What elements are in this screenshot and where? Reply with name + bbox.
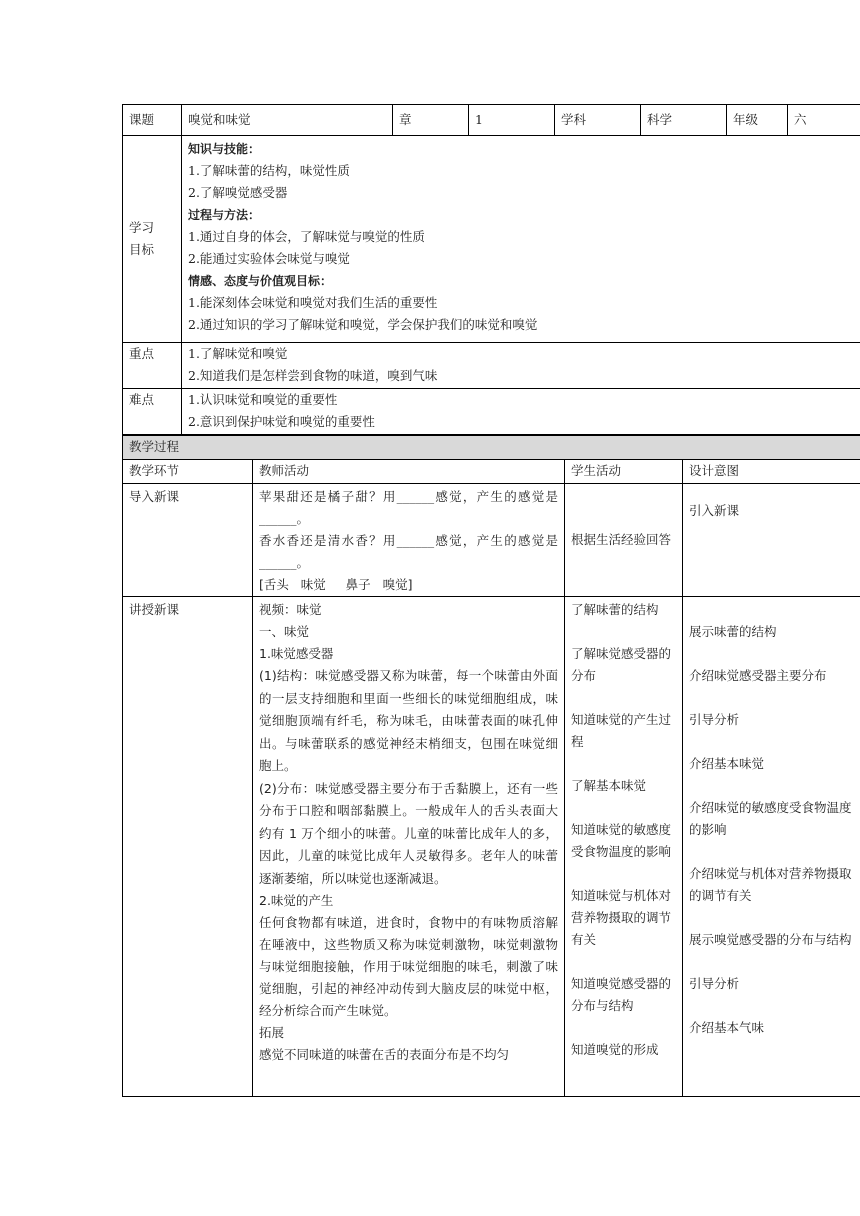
col-student-header: 学生活动 bbox=[565, 460, 683, 484]
teach-taste-generation: 2.味觉的产生 bbox=[259, 893, 334, 908]
teach-student-activity bbox=[565, 597, 683, 1097]
teach-structure: (1)结构：味觉感受器又称为味蕾，每一个味蕾由外面的一层支持细胞和里面一些细长的味觉细胞组成，味觉细胞顶端有纤毛，称为味毛，由味蕾表面的味孔伸出。与味蕾联系的感觉神经末梢细支，包围在味觉细胞上。 bbox=[259, 668, 558, 773]
chapter-value: 1 bbox=[469, 105, 555, 136]
objective-process-2: 2.能通过实验体会味觉与嗅觉 bbox=[188, 251, 350, 266]
intent-item-6: 介绍味觉与机体对营养物摄取的调节有关 bbox=[689, 866, 852, 903]
student-item-6: 知道味觉与机体对营养物摄取的调节有关 bbox=[571, 888, 672, 947]
teach-section-taste: 一、味觉 bbox=[259, 624, 310, 639]
student-item-1: 了解味蕾的结构 bbox=[571, 602, 659, 617]
intent-item-9: 介绍基本气味 bbox=[689, 1020, 765, 1035]
objectives-label-text: 学习目标 bbox=[129, 220, 155, 257]
col-stage-header: 教学环节 bbox=[123, 460, 253, 484]
intro-stage: 导入新课 bbox=[123, 484, 253, 597]
objectives-heading-process: 过程与方法： bbox=[188, 208, 261, 222]
teach-extension-text: 感觉不同味道的味蕾在舌的表面分布是不均匀 bbox=[259, 1047, 510, 1062]
objective-knowledge-2: 2.了解嗅觉感受器 bbox=[188, 185, 288, 200]
intro-teacher-activity bbox=[253, 484, 565, 597]
intro-question-2: 香水香还是清水香？用______感觉，产生的感觉是______。 bbox=[259, 533, 558, 570]
process-title: 教学过程 bbox=[123, 436, 860, 460]
difficult-point-2: 2.意识到保护味觉和嗅觉的重要性 bbox=[188, 414, 375, 429]
difficult-point-1: 1.认识味觉和嗅觉的重要性 bbox=[188, 392, 338, 407]
student-item-8: 知道嗅觉的形成 bbox=[571, 1042, 659, 1057]
teach-distribution: (2)分布：味觉感受器主要分布于舌黏膜上，还有一些分布于口腔和咽部黏膜上。一般成年人的舌头表面大约有 1 万个细小的味蕾。儿童的味蕾比成年人的多，因此，儿童的味觉比成年人灵敏得多。老年人的味蕾逐渐萎缩，所以味觉也逐渐减退。 bbox=[259, 780, 558, 886]
subject-value: 科学 bbox=[641, 105, 727, 136]
intro-student-activity bbox=[565, 484, 683, 597]
teach-taste-generation-text: 任何食物都有味道，进食时，食物中的有味物质溶解在唾液中，这些物质又称为味觉刺激物，味觉刺激物与味觉细胞接触，作用于味觉细胞的味毛，刺激了味觉细胞，引起的神经冲动传到大脑皮层的味觉中枢，经分析综合而产生味觉。 bbox=[259, 915, 558, 1018]
teach-taste-receptor: 1.味觉感受器 bbox=[259, 646, 334, 661]
intent-item-5: 介绍味觉的敏感度受食物温度的影响 bbox=[689, 800, 852, 837]
grade-label: 年级 bbox=[727, 105, 788, 136]
teach-extension: 拓展 bbox=[259, 1025, 285, 1040]
subject-label: 学科 bbox=[555, 105, 641, 136]
topic-value: 嗅觉和味觉 bbox=[182, 105, 393, 136]
lesson-info-table bbox=[122, 104, 860, 435]
intro-student-text: 根据生活经验回答 bbox=[571, 532, 672, 547]
student-item-2: 了解味觉感受器的分布 bbox=[571, 646, 672, 683]
difficult-points-content bbox=[182, 389, 860, 435]
student-item-4: 了解基本味觉 bbox=[571, 778, 647, 793]
key-points-content bbox=[182, 343, 860, 389]
student-item-5: 知道味觉的敏感度受食物温度的影响 bbox=[571, 822, 672, 859]
intent-item-1: 展示味蕾的结构 bbox=[689, 624, 777, 639]
teach-stage: 讲授新课 bbox=[123, 597, 253, 1097]
intent-item-3: 引导分析 bbox=[689, 712, 740, 727]
objectives-label bbox=[123, 136, 182, 343]
objectives-heading-knowledge: 知识与技能： bbox=[188, 142, 261, 156]
objective-emotion-1: 1.能深刻体会味觉和嗅觉对我们生活的重要性 bbox=[188, 295, 438, 310]
objective-emotion-2: 2.通过知识的学习了解味觉和嗅觉，学会保护我们的味觉和嗅觉 bbox=[188, 317, 538, 332]
intent-item-7: 展示嗅觉感受器的分布与结构 bbox=[689, 932, 852, 947]
col-teacher-header: 教师活动 bbox=[253, 460, 565, 484]
teach-video: 视频：味觉 bbox=[259, 602, 322, 617]
topic-label: 课题 bbox=[123, 105, 182, 136]
teach-intent bbox=[683, 597, 860, 1097]
intent-item-2: 介绍味觉感受器主要分布 bbox=[689, 668, 827, 683]
difficult-points-label: 难点 bbox=[123, 389, 182, 435]
chapter-label: 章 bbox=[393, 105, 469, 136]
student-item-7: 知道嗅觉感受器的分布与结构 bbox=[571, 976, 672, 1013]
col-intent-header: 设计意图 bbox=[683, 460, 860, 484]
intent-item-8: 引导分析 bbox=[689, 976, 740, 991]
intro-answers: [舌头 味觉 鼻子 嗅觉] bbox=[259, 577, 413, 592]
grade-value: 六 bbox=[788, 105, 860, 136]
objectives-heading-emotion: 情感、态度与价值观目标： bbox=[188, 274, 333, 288]
objectives-content bbox=[182, 136, 860, 343]
objective-process-1: 1.通过自身的体会，了解味觉与嗅觉的性质 bbox=[188, 229, 425, 244]
intent-item-4: 介绍基本味觉 bbox=[689, 756, 765, 771]
student-item-3: 知道味觉的产生过程 bbox=[571, 712, 672, 749]
teach-teacher-activity bbox=[253, 597, 565, 1097]
key-points-label: 重点 bbox=[123, 343, 182, 389]
teaching-process-table bbox=[122, 435, 860, 1097]
intro-intent: 引入新课 bbox=[683, 484, 860, 597]
key-point-2: 2.知道我们是怎样尝到食物的味道，嗅到气味 bbox=[188, 368, 438, 383]
key-point-1: 1.了解味觉和嗅觉 bbox=[188, 346, 288, 361]
intro-question-1: 苹果甜还是橘子甜？用______感觉，产生的感觉是______。 bbox=[259, 489, 558, 526]
objective-knowledge-1: 1.了解味蕾的结构，味觉性质 bbox=[188, 163, 350, 178]
